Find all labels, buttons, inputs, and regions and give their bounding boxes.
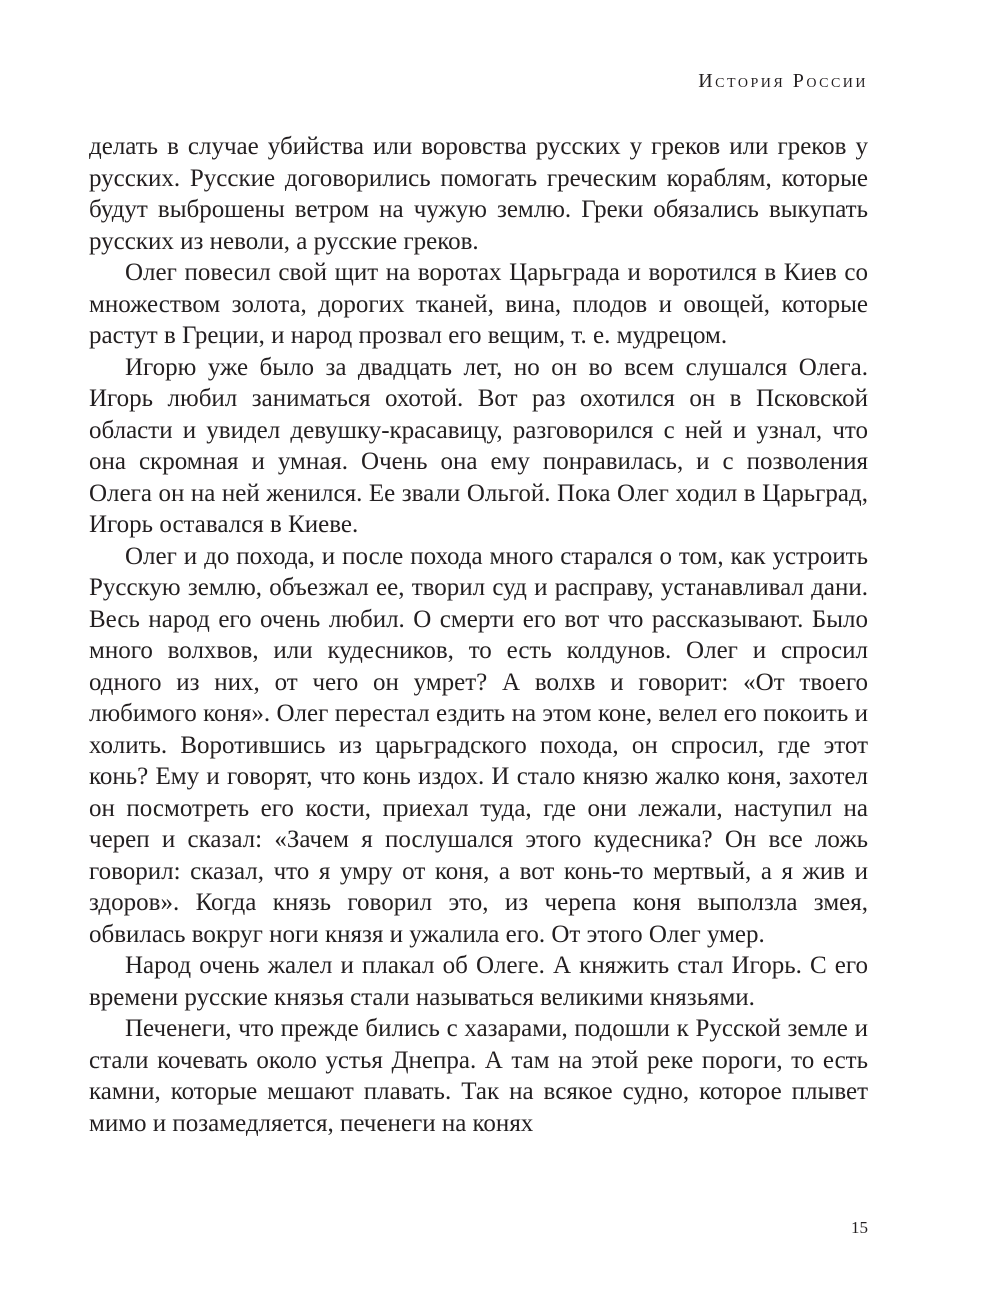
paragraph: Олег повесил свой щит на воротах Царьграда и воротился в Киев со множеством золота, дорогих тканей, вина, плодов и овощей, которые растут в Греции, и народ прозвал его вещим, т. е. мудрецом.: [89, 259, 868, 349]
paragraph: Печенеги, что прежде бились с хазарами, подошли к Русской земле и стали кочевать около устья Днепра. А там на этой реке пороги, то есть камни, которые мешают плавать. Так на всякое судно, которое плывет мимо и позамедляется, печенеги на конях: [89, 1015, 868, 1137]
paragraph: Народ очень жалел и плакал об Олеге. А княжить стал Игорь. С его времени русские князья стали называться великими князьями.: [89, 952, 868, 1011]
paragraph: Игорю уже было за двадцать лет, но он во всем слушался Олега. Игорь любил заниматься охотой. Вот раз охотился он в Псковской области и увидел девушку-красавицу, разговорился с ней и узнал, что она скромная и умная. Очень она ему понравилась, и с позволения Олега он на ней женился. Ее звали Ольгой. Пока Олег ходил в Царьград, Игорь оставался в Киеве.: [89, 353, 868, 538]
paragraph: делать в случае убийства или воровства русских у греков или греков у русских. Русские договорились помогать греческим кораблям, которые будут выброшены ветром на чужую землю. Греки обязались выкупать русских из неволи, а русские греков.: [89, 133, 868, 255]
page-body: [89, 131, 868, 1139]
running-head: История России: [698, 70, 868, 92]
paragraph: Олег и до похода, и после похода много старался о том, как устроить Русскую землю, объезжал ее, творил суд и расправу, устанавливал дани. Весь народ его очень любил. О смерти его вот что рассказывают. Было много волхвов, или кудесников, то есть колдунов. Олег и спросил одного из них, от чего он умрет? А волхв и говорит: «От твоего любимого коня». Олег перестал ездить на этом коне, велел его покоить и холить. Воротившись из царьградского похода, он спросил, где этот конь? Ему и говорят, что конь издох. И стало князю жалко коня, захотел он посмотреть его кости, приехал туда, где они лежали, наступил на череп и сказал: «Зачем я послушался этого кудесника? Он все ложь говорил: сказал, что я умру от коня, а вот конь-то мертвый, а я жив и здоров». Когда князь говорил это, из черепа коня выползла змея, обвилась вокруг ноги князя и ужалила его. От этого Олег умер.: [89, 542, 868, 948]
page-number: 15: [851, 1218, 868, 1237]
